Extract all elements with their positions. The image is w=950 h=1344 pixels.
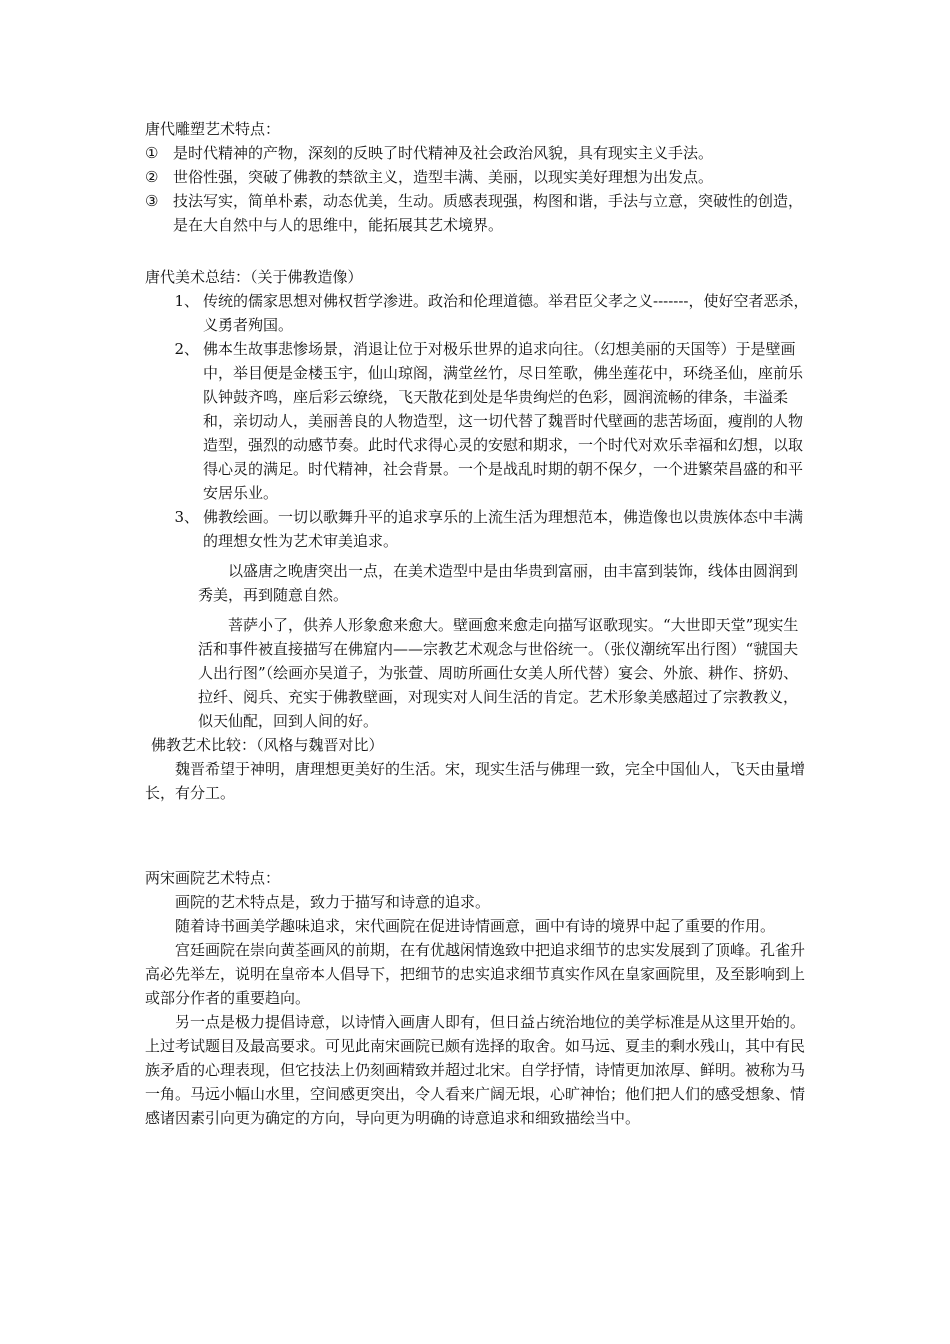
- list-item: [145, 337, 810, 505]
- section-title: 唐代美术总结：（关于佛教造像）: [145, 268, 363, 286]
- list-text: 佛教绘画。一切以歌舞升平的追求享乐的上流生活为理想范本，佛造像也以贵族体态中丰满的理想女性为艺术审美追求。: [203, 508, 804, 550]
- list-marker: ①: [145, 144, 159, 162]
- paragraph: 以盛唐之晚唐突出一点，在美术造型中是由华贵到富丽，由丰富到装饰，线体由圆润到秀美，再到随意自然。: [198, 562, 799, 604]
- list-text: 世俗性强，突破了佛教的禁欲主义，造型丰满、美丽，以现实美好理想为出发点。: [173, 168, 714, 186]
- section-song-academy: [145, 866, 810, 1130]
- list-marker: 1、: [174, 292, 199, 310]
- paragraph: 菩萨小了，供养人形象愈来愈大。壁画愈来愈走向描写讴歌现实。“大世即天堂”现实生活和事件被直接描写在佛窟内——宗教艺术观念与世俗统一。（张仪潮统军出行图）“虢国夫人出行图”（绘画亦吴道子，为张萱、周昉所画仕女美人所代替）宴会、外旅、耕作、挤奶、拉纤、阅兵、充实于佛教壁画，对现实对人间生活的肯定。艺术形象美感超过了宗教教义，似天仙配，回到人间的好。: [198, 616, 799, 730]
- paragraph: 宫廷画院在崇向黄荃画风的前期，在有优越闲情逸致中把追求细节的忠实发展到了顶峰。孔雀升高必先举左，说明在皇帝本人倡导下，把细节的忠实追求细节真实作风在皇家画院里，及至影响到上或部分作者的重要趋向。: [145, 941, 806, 1007]
- list-marker: 2、: [174, 340, 199, 358]
- list-marker: 3、: [174, 508, 199, 526]
- list-item: [145, 189, 810, 237]
- list-text: 传统的儒家思想对佛权哲学渗进。政治和伦理道德。举君臣父孝之义-------，使好空者恶杀，义勇者殉国。: [203, 292, 809, 334]
- section-tang-art-summary: [145, 265, 810, 805]
- subsection-title: 佛教艺术比较：（风格与魏晋对比）: [151, 736, 384, 754]
- paragraph: 随着诗书画美学趣味追求，宋代画院在促进诗情画意，画中有诗的境界中起了重要的作用。: [175, 917, 776, 935]
- section-tang-sculpture: [145, 117, 810, 237]
- list-item: [145, 141, 810, 165]
- list-marker: ③: [145, 192, 159, 210]
- paragraph: 另一点是极力提倡诗意，以诗情入画唐人即有，但日益占统治地位的美学标准是从这里开始的。上过考试题目及最高要求。可见此南宋画院已颇有选择的取舍。如马远、夏圭的剩水残山，其中有民族矛盾的心理表现，但它技法上仍刻画精致并超过北宋。自学抒情，诗情更加浓厚、鲜明。被称为马一角。马远小幅山水里，空间感更突出，令人看来广阔无垠，心旷神怡；他们把人们的感受想象、情感诸因素引向更为确定的方向，导向更为明确的诗意追求和细致描绘当中。: [145, 1013, 806, 1127]
- list-item: [145, 165, 810, 189]
- section-title: 唐代雕塑艺术特点：: [145, 120, 281, 138]
- section-title: 两宋画院艺术特点：: [145, 869, 281, 887]
- list-item: [145, 505, 810, 553]
- paragraph: 魏晋希望于神明，唐理想更美好的生活。宋，现实生活与佛理一致，完全中国仙人，飞天由量增长，有分工。: [145, 760, 806, 802]
- list-text: 技法写实，简单朴素，动态优美，生动。质感表现强，构图和谐，手法与立意，突破性的创造，是在大自然中与人的思维中，能拓展其艺术境界。: [173, 192, 804, 234]
- paragraph: 画院的艺术特点是，致力于描写和诗意的追求。: [175, 893, 491, 911]
- list-marker: ②: [145, 168, 159, 186]
- list-text: 佛本生故事悲惨场景，消退让位于对极乐世界的追求向往。（幻想美丽的天国等）于是壁画中，举目便是金楼玉宇，仙山琼阁，满堂丝竹，尽日笙歌，佛坐莲花中，环绕圣仙，座前乐队钟鼓齐鸣，座后彩云缭绕，飞天散花到处是华贵绚烂的色彩，圆润流畅的律条，丰溢柔和，亲切动人，美丽善良的人物造型，这一切代替了魏晋时代壁画的悲苦场面，瘦削的人物造型，强烈的动感节奏。此时代求得心灵的安慰和期求，一个时代对欢乐幸福和幻想，以取得心灵的满足。时代精神，社会背景。一个是战乱时期的朝不保夕，一个进繁荣昌盛的和平安居乐业。: [203, 340, 804, 502]
- list-text: 是时代精神的产物，深刻的反映了时代精神及社会政治风貌，具有现实主义手法。: [173, 144, 714, 162]
- list-item: [145, 289, 810, 337]
